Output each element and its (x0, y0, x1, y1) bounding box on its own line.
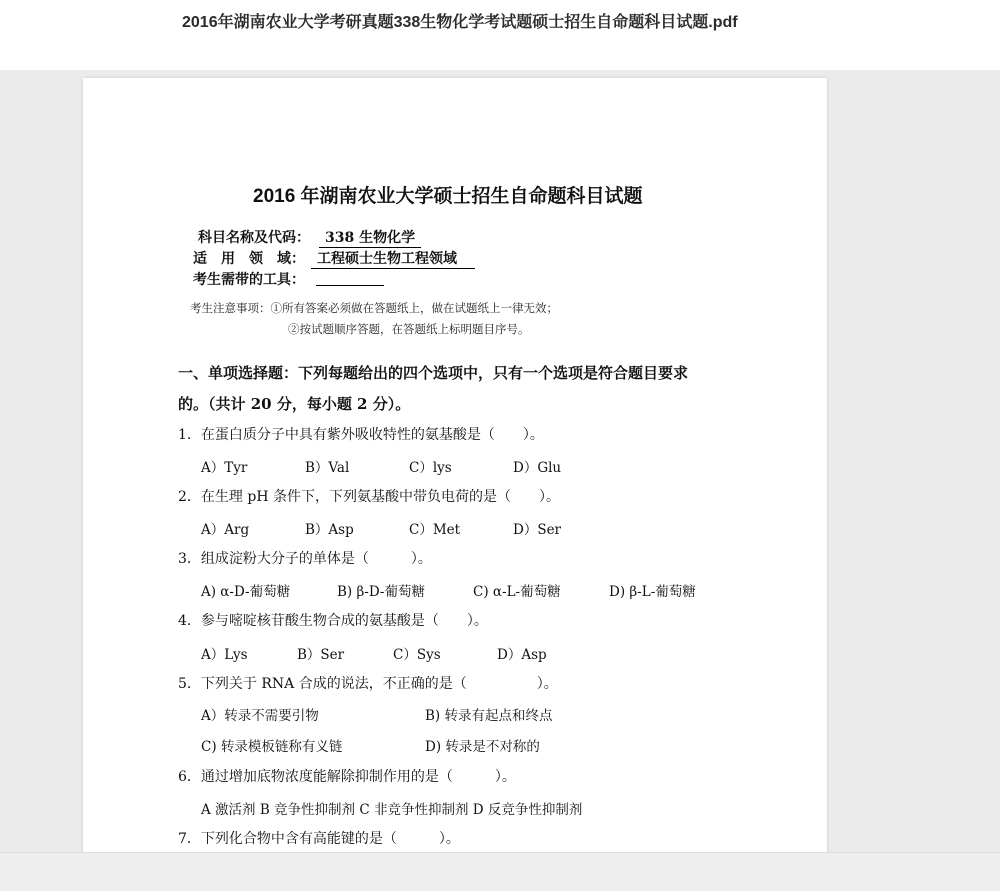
q5-option-c: C) 转录模板链称有义链 (201, 739, 343, 755)
q3-option-a: A) α-D-葡萄糖 (201, 584, 291, 600)
q3-option-d: D) β-L-葡萄糖 (609, 584, 696, 600)
q6-options: A 激活剂 B 竞争性抑制剂 C 非竞争性抑制剂 D 反竞争性抑制剂 (201, 802, 583, 818)
q1-option-c: C）lys (409, 460, 452, 476)
q5-option-d: D) 转录是不对称的 (425, 739, 540, 755)
file-title: 2016年湖南农业大学考研真题338生物化学考试题硕士招生自命题科目试题.pdf (182, 14, 738, 31)
field-label: 适 用 领 域： (193, 251, 305, 267)
question-5: 5．下列关于 RNA 合成的说法，不正确的是（ ）。 (178, 676, 558, 692)
q4-option-a: A）Lys (201, 647, 248, 663)
field-value: 工程硕士生物工程领域 (311, 248, 475, 269)
q5-option-b: B) 转录有起点和终点 (425, 708, 553, 724)
question-4: 4．参与嘧啶核苷酸生物合成的氨基酸是（ ）。 (178, 613, 488, 629)
q1-option-d: D）Glu (513, 460, 562, 476)
q3-option-b: B) β-D-葡萄糖 (337, 584, 425, 600)
question-2: 2．在生理 pH 条件下，下列氨基酸中带负电荷的是（ ）。 (178, 489, 560, 505)
notice-line-1: 考生注意事项：①所有答案必须做在答题纸上，做在试题纸上一律无效； (190, 301, 558, 315)
question-3: 3．组成淀粉大分子的单体是（ ）。 (178, 551, 432, 567)
q3-option-c: C) α-L-葡萄糖 (473, 584, 561, 600)
notice-line-2: ②按试题顺序答题，在答题纸上标明题目序号。 (288, 322, 530, 336)
pdf-page[interactable] (83, 78, 827, 890)
question-1: 1．在蛋白质分子中具有紫外吸收特性的氨基酸是（ ）。 (178, 427, 544, 443)
q4-option-b: B）Ser (297, 647, 345, 663)
question-7: 7．下列化合物中含有高能键的是（ ）。 (178, 831, 460, 847)
question-6: 6．通过增加底物浓度能解除抑制作用的是（ ）。 (178, 769, 516, 785)
section-heading-line-1: 一、单项选择题：下列每题给出的四个选项中，只有一个选项是符合题目要求 (178, 364, 689, 382)
q2-option-a: A）Arg (201, 522, 250, 538)
exam-title: 2016 年湖南农业大学硕士招生自命题科目试题 (253, 186, 643, 207)
q5-option-a: A）转录不需要引物 (201, 708, 319, 724)
q2-option-b: B）Asp (305, 522, 354, 538)
q4-option-d: D）Asp (497, 647, 547, 663)
q2-option-c: C）Met (409, 522, 461, 538)
tools-label: 考生需带的工具： (193, 272, 305, 288)
section-heading-line-2: 的。（共计 20 分，每小题 2 分）。 (178, 395, 411, 413)
viewer-header (0, 0, 1000, 70)
q4-option-c: C）Sys (393, 647, 441, 663)
viewer-footer-bar (0, 852, 1000, 891)
subject-value: 338 生物化学 (319, 227, 421, 248)
subject-label: 科目名称及代码： (198, 230, 310, 246)
q2-option-d: D）Ser (513, 522, 562, 538)
q1-option-b: B）Val (305, 460, 350, 476)
q1-option-a: A）Tyr (201, 460, 248, 476)
tools-blank (316, 285, 384, 286)
